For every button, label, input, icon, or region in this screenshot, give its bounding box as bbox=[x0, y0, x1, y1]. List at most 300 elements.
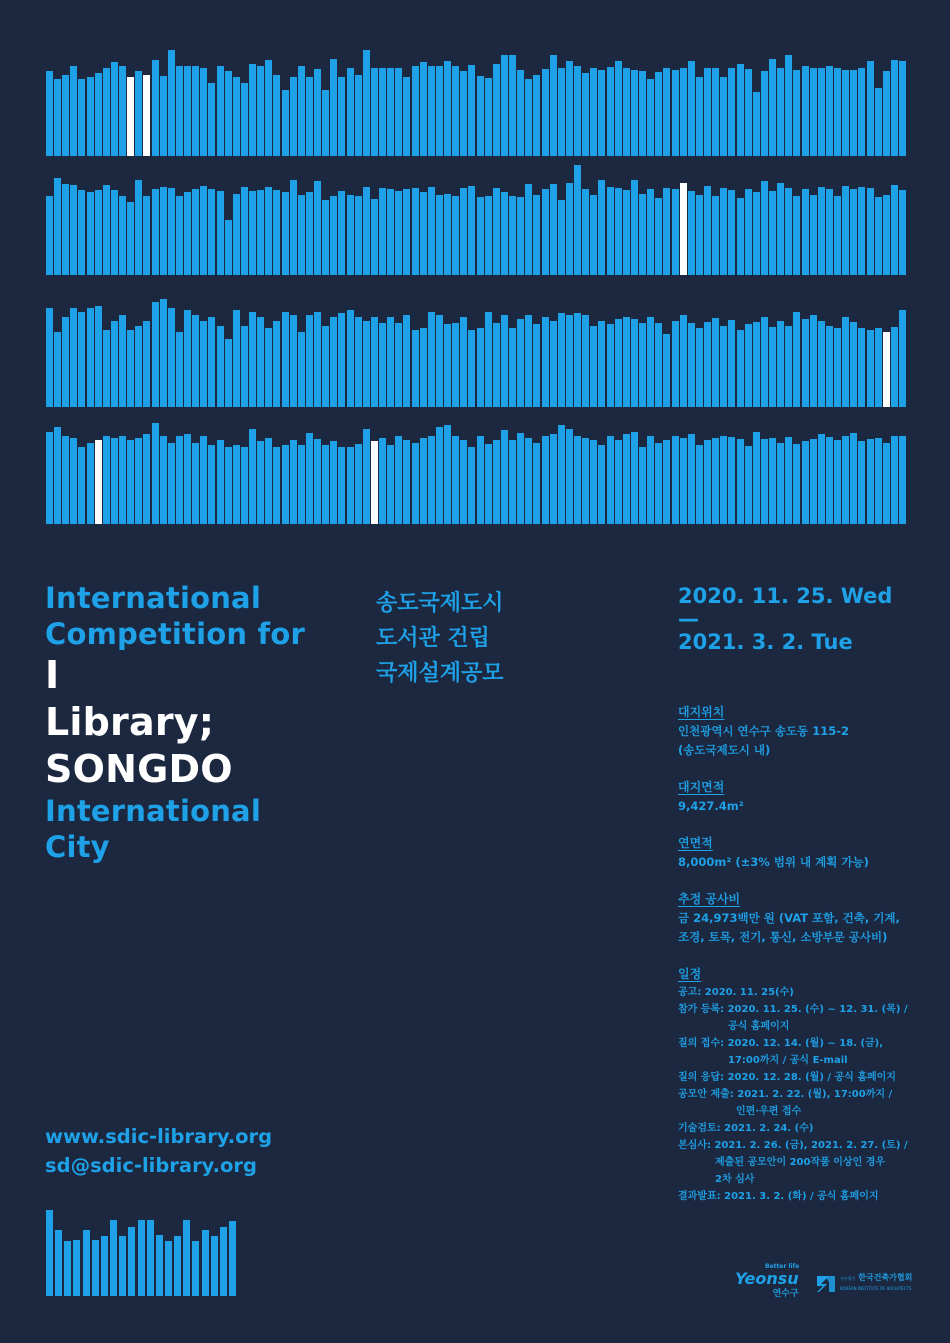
bar bbox=[152, 189, 159, 275]
bar bbox=[135, 71, 142, 156]
bar bbox=[728, 437, 735, 524]
bar bbox=[371, 317, 378, 407]
bar bbox=[875, 88, 882, 156]
bar bbox=[152, 423, 159, 524]
title-line: Library; bbox=[45, 700, 215, 744]
bar bbox=[314, 69, 321, 156]
bar bbox=[225, 71, 232, 156]
bar bbox=[111, 190, 118, 275]
bar bbox=[753, 432, 760, 524]
bar bbox=[314, 181, 321, 275]
bar bbox=[420, 328, 427, 407]
bar bbox=[875, 197, 882, 275]
bar bbox=[135, 326, 142, 407]
footer-bar bbox=[174, 1236, 181, 1296]
bar bbox=[720, 77, 727, 156]
bar bbox=[363, 321, 370, 407]
bar bbox=[501, 55, 508, 156]
bar bbox=[338, 77, 345, 156]
bar bbox=[550, 184, 557, 275]
bar bbox=[468, 186, 475, 275]
bar bbox=[550, 321, 557, 407]
bar bbox=[607, 67, 614, 156]
bar bbox=[428, 312, 435, 407]
bar bbox=[298, 445, 305, 524]
bar bbox=[525, 315, 532, 407]
bar bbox=[533, 195, 540, 275]
bar bbox=[160, 76, 167, 156]
bar bbox=[647, 436, 654, 524]
schedule-item: 공식 홈페이지 bbox=[728, 1021, 790, 1032]
bar bbox=[241, 83, 248, 156]
bar bbox=[403, 189, 410, 275]
bar bbox=[444, 425, 451, 524]
bar bbox=[590, 326, 597, 407]
bar bbox=[477, 76, 484, 156]
bar bbox=[777, 183, 784, 275]
bar bbox=[395, 436, 402, 524]
bar bbox=[420, 438, 427, 524]
bar bbox=[598, 70, 605, 156]
bar bbox=[598, 180, 605, 275]
bar bbox=[761, 71, 768, 156]
bar bbox=[858, 68, 865, 156]
bar bbox=[802, 189, 809, 275]
bar bbox=[672, 321, 679, 407]
bar bbox=[355, 196, 362, 275]
bar bbox=[62, 184, 69, 275]
bar bbox=[517, 319, 524, 407]
area-label: 대지면적 bbox=[678, 780, 725, 794]
bar bbox=[712, 196, 719, 275]
bar bbox=[330, 196, 337, 275]
start-date: 2020. 11. 25. Wed bbox=[678, 584, 893, 608]
bar bbox=[444, 194, 451, 275]
bar bbox=[696, 328, 703, 407]
bar bbox=[160, 299, 167, 407]
bar bbox=[192, 189, 199, 275]
barcode-row-4 bbox=[46, 414, 906, 524]
bar bbox=[460, 71, 467, 156]
korean-title-line: 국제설계공모 bbox=[376, 661, 504, 686]
bar bbox=[54, 178, 61, 275]
bar bbox=[363, 50, 370, 156]
footer-bar bbox=[220, 1227, 227, 1296]
site-value: (송도국제도시 내) bbox=[678, 743, 771, 757]
bar bbox=[135, 180, 142, 275]
kira-name: 한국건축가협회 bbox=[858, 1272, 913, 1282]
bar bbox=[282, 312, 289, 407]
bar bbox=[485, 196, 492, 275]
bar bbox=[330, 441, 337, 524]
bar bbox=[460, 188, 467, 275]
bar bbox=[501, 430, 508, 524]
bar bbox=[347, 68, 354, 156]
bar bbox=[70, 438, 77, 524]
highlight-bar bbox=[95, 440, 102, 524]
cost-value: 금 24,973백만 원 (VAT 포함, 건축, 기계, bbox=[678, 911, 900, 925]
bar bbox=[582, 315, 589, 407]
bar bbox=[623, 68, 630, 156]
bar bbox=[826, 189, 833, 275]
bar bbox=[777, 443, 784, 524]
bar bbox=[647, 317, 654, 407]
bar bbox=[233, 77, 240, 156]
bar bbox=[623, 190, 630, 275]
bar bbox=[550, 55, 557, 156]
bar bbox=[542, 189, 549, 275]
bar bbox=[176, 436, 183, 524]
bar bbox=[176, 332, 183, 407]
bar bbox=[395, 323, 402, 407]
bar bbox=[347, 195, 354, 275]
bar bbox=[769, 191, 776, 275]
bar bbox=[639, 447, 646, 524]
bar bbox=[95, 190, 102, 275]
bar bbox=[631, 432, 638, 524]
bar bbox=[647, 79, 654, 156]
bar bbox=[103, 68, 110, 156]
barcode-row-1 bbox=[46, 46, 906, 156]
bar bbox=[802, 319, 809, 407]
bar bbox=[387, 317, 394, 407]
bar bbox=[485, 444, 492, 524]
bar bbox=[78, 190, 85, 275]
bar bbox=[574, 313, 581, 407]
bar bbox=[322, 90, 329, 156]
bar bbox=[412, 66, 419, 156]
bar bbox=[208, 445, 215, 524]
bar bbox=[168, 308, 175, 407]
bar bbox=[761, 439, 768, 524]
bar bbox=[517, 197, 524, 275]
bar bbox=[834, 328, 841, 407]
bar bbox=[493, 64, 500, 156]
bar bbox=[582, 73, 589, 156]
schedule-item: 공모안 제출: 2021. 2. 22. (월), 17:00까지 / bbox=[678, 1089, 893, 1100]
bar bbox=[867, 188, 874, 275]
bar bbox=[501, 315, 508, 407]
footer-bar bbox=[147, 1220, 154, 1296]
bar bbox=[87, 77, 94, 156]
bar bbox=[257, 317, 264, 407]
bar bbox=[623, 434, 630, 524]
schedule-item: 기술검토: 2021. 2. 24. (수) bbox=[678, 1123, 814, 1134]
bar bbox=[826, 66, 833, 156]
bar bbox=[95, 73, 102, 156]
kira-prefix: 사단법인 bbox=[840, 1275, 856, 1281]
bar bbox=[338, 313, 345, 407]
bar bbox=[87, 308, 94, 407]
kira-emblem-icon bbox=[815, 1272, 837, 1294]
bar bbox=[217, 440, 224, 524]
bar bbox=[78, 447, 85, 524]
bar bbox=[745, 189, 752, 275]
bar bbox=[46, 308, 53, 407]
bar bbox=[208, 83, 215, 156]
korean-title bbox=[376, 586, 504, 691]
bar bbox=[217, 66, 224, 156]
bar bbox=[460, 440, 467, 524]
bar bbox=[737, 330, 744, 407]
bar bbox=[152, 60, 159, 156]
title-line: I bbox=[45, 653, 60, 697]
bar bbox=[663, 188, 670, 275]
schedule-list bbox=[678, 984, 918, 1205]
bar bbox=[176, 196, 183, 275]
bar bbox=[818, 321, 825, 407]
bar bbox=[850, 189, 857, 275]
bar bbox=[428, 436, 435, 524]
bar bbox=[631, 319, 638, 407]
bar bbox=[241, 447, 248, 524]
bar bbox=[818, 68, 825, 156]
bar bbox=[542, 317, 549, 407]
bar bbox=[810, 439, 817, 524]
bar bbox=[143, 196, 150, 275]
bar bbox=[428, 187, 435, 275]
bar bbox=[842, 186, 849, 275]
bar bbox=[322, 326, 329, 407]
bar bbox=[867, 439, 874, 524]
bar bbox=[282, 192, 289, 275]
bar bbox=[858, 328, 865, 407]
bar bbox=[184, 66, 191, 156]
bar bbox=[655, 323, 662, 407]
bar bbox=[217, 326, 224, 407]
bar bbox=[119, 66, 126, 156]
bar bbox=[525, 79, 532, 156]
bar bbox=[184, 310, 191, 407]
footer-bar bbox=[165, 1241, 172, 1296]
bar bbox=[298, 332, 305, 407]
bar bbox=[290, 440, 297, 524]
bar bbox=[818, 187, 825, 275]
bar bbox=[62, 317, 69, 407]
bar bbox=[615, 440, 622, 524]
bar bbox=[290, 77, 297, 156]
bar bbox=[688, 323, 695, 407]
title-line: International bbox=[45, 794, 261, 828]
bar bbox=[663, 68, 670, 156]
bar bbox=[111, 438, 118, 524]
bar bbox=[347, 310, 354, 407]
area-value: 9,427.4m² bbox=[678, 799, 744, 813]
bar bbox=[200, 321, 207, 407]
gfa-label: 연면적 bbox=[678, 836, 713, 850]
bar bbox=[62, 75, 69, 156]
bar bbox=[753, 322, 760, 407]
bar bbox=[631, 180, 638, 275]
bar bbox=[899, 190, 906, 275]
email-link[interactable]: sd@sdic-library.org bbox=[45, 1154, 257, 1177]
schedule-item: 공고: 2020. 11. 25(수) bbox=[678, 987, 794, 998]
gfa-value: 8,000m² (±3% 범위 내 계획 가능) bbox=[678, 855, 869, 869]
bar bbox=[623, 317, 630, 407]
bar bbox=[777, 321, 784, 407]
bar bbox=[737, 439, 744, 524]
bar bbox=[728, 320, 735, 407]
bar bbox=[403, 440, 410, 524]
bar bbox=[379, 438, 386, 524]
title-line: International bbox=[45, 581, 261, 615]
footer-bar bbox=[119, 1236, 126, 1296]
bar bbox=[566, 315, 573, 407]
korean-title-line: 송도국제도시 bbox=[376, 591, 504, 616]
site-value: 인천광역시 연수구 송도동 115-2 bbox=[678, 724, 849, 738]
schedule-item: 17:00까지 / 공식 E-mail bbox=[728, 1055, 848, 1066]
bar bbox=[810, 68, 817, 156]
bar bbox=[347, 447, 354, 524]
bar bbox=[858, 441, 865, 524]
bar bbox=[485, 78, 492, 156]
bar bbox=[574, 165, 581, 275]
bar bbox=[363, 187, 370, 275]
bar bbox=[704, 186, 711, 275]
bar bbox=[46, 432, 53, 524]
bar bbox=[184, 434, 191, 524]
bar bbox=[688, 434, 695, 524]
bar bbox=[233, 310, 240, 407]
bar bbox=[168, 50, 175, 156]
bar bbox=[712, 318, 719, 407]
bar bbox=[899, 310, 906, 407]
bar bbox=[412, 443, 419, 524]
bar bbox=[168, 188, 175, 275]
bar bbox=[720, 188, 727, 275]
bar bbox=[143, 321, 150, 407]
bar bbox=[753, 192, 760, 275]
footer-bar bbox=[156, 1235, 163, 1296]
bar bbox=[615, 319, 622, 407]
bar bbox=[452, 66, 459, 156]
contact-links bbox=[45, 1122, 272, 1180]
schedule-item: 2차 심사 bbox=[715, 1174, 755, 1185]
bar bbox=[793, 444, 800, 524]
bar bbox=[87, 192, 94, 275]
bar bbox=[322, 200, 329, 275]
bar bbox=[46, 196, 53, 275]
bar bbox=[696, 195, 703, 275]
bar bbox=[542, 69, 549, 156]
website-link[interactable]: www.sdic-library.org bbox=[45, 1125, 273, 1148]
bar bbox=[769, 59, 776, 156]
bar bbox=[761, 181, 768, 275]
bar bbox=[598, 321, 605, 407]
bar bbox=[899, 436, 906, 524]
schedule-item: 본심사: 2021. 2. 26. (금), 2021. 2. 27. (토) / bbox=[678, 1140, 908, 1151]
bar bbox=[875, 438, 882, 524]
bar bbox=[753, 92, 760, 156]
bar bbox=[436, 427, 443, 524]
korean-title-line: 도서관 건립 bbox=[376, 626, 490, 651]
bar bbox=[493, 440, 500, 524]
bar bbox=[436, 315, 443, 407]
bar bbox=[192, 443, 199, 524]
footer-bar bbox=[64, 1241, 71, 1296]
bar bbox=[867, 61, 874, 156]
bar bbox=[257, 66, 264, 156]
bar bbox=[257, 190, 264, 275]
bar bbox=[387, 189, 394, 275]
bar bbox=[273, 75, 280, 156]
yeonsu-tagline: Better life bbox=[765, 1263, 800, 1270]
bar bbox=[111, 321, 118, 407]
bar bbox=[785, 188, 792, 275]
bar bbox=[103, 330, 110, 407]
bar bbox=[891, 436, 898, 524]
bar bbox=[452, 196, 459, 275]
bar bbox=[111, 62, 118, 156]
kira-english: KOREAN INSTITUTE OF ARCHITECTS bbox=[840, 1285, 912, 1291]
bar bbox=[127, 202, 134, 275]
yeonsu-korean: 연수구 bbox=[772, 1289, 799, 1299]
bar bbox=[103, 436, 110, 524]
footer-bar bbox=[73, 1240, 80, 1296]
bar bbox=[566, 61, 573, 156]
bar bbox=[704, 68, 711, 156]
bar bbox=[387, 68, 394, 156]
bar bbox=[200, 436, 207, 524]
bar bbox=[509, 328, 516, 407]
bar bbox=[655, 72, 662, 156]
site-label: 대지위치 bbox=[678, 705, 725, 719]
bar bbox=[704, 440, 711, 524]
bar bbox=[850, 70, 857, 156]
bar bbox=[501, 192, 508, 275]
bar bbox=[330, 317, 337, 407]
bar bbox=[152, 302, 159, 407]
bar bbox=[598, 445, 605, 524]
bar bbox=[842, 436, 849, 524]
bar bbox=[891, 185, 898, 275]
bar bbox=[802, 441, 809, 524]
bar bbox=[225, 447, 232, 524]
bar bbox=[875, 328, 882, 407]
barcode-row-2 bbox=[46, 165, 906, 275]
bar bbox=[867, 330, 874, 407]
footer-bar bbox=[128, 1227, 135, 1296]
bar bbox=[509, 440, 516, 524]
bar bbox=[826, 326, 833, 407]
bar bbox=[355, 75, 362, 156]
bar bbox=[639, 194, 646, 275]
bar bbox=[338, 191, 345, 275]
footer-bar bbox=[46, 1210, 53, 1296]
schedule-item: 참가 등록: 2020. 11. 25. (수) ~ 12. 31. (목) / bbox=[678, 1004, 908, 1015]
highlight-bar bbox=[127, 77, 134, 156]
bar bbox=[282, 90, 289, 156]
bar bbox=[858, 187, 865, 275]
bar bbox=[842, 317, 849, 407]
bar bbox=[542, 436, 549, 524]
bar bbox=[590, 195, 597, 275]
yeonsu-logo bbox=[735, 1263, 800, 1300]
bar bbox=[460, 317, 467, 407]
bar bbox=[672, 70, 679, 156]
bar bbox=[160, 436, 167, 524]
bar bbox=[680, 315, 687, 407]
bar bbox=[168, 443, 175, 524]
bar bbox=[184, 192, 191, 275]
bar bbox=[517, 70, 524, 156]
bar bbox=[436, 66, 443, 156]
title-line: Competition for bbox=[45, 617, 305, 651]
bar bbox=[655, 198, 662, 275]
bar bbox=[46, 71, 53, 156]
bar bbox=[793, 312, 800, 407]
bar bbox=[704, 322, 711, 407]
